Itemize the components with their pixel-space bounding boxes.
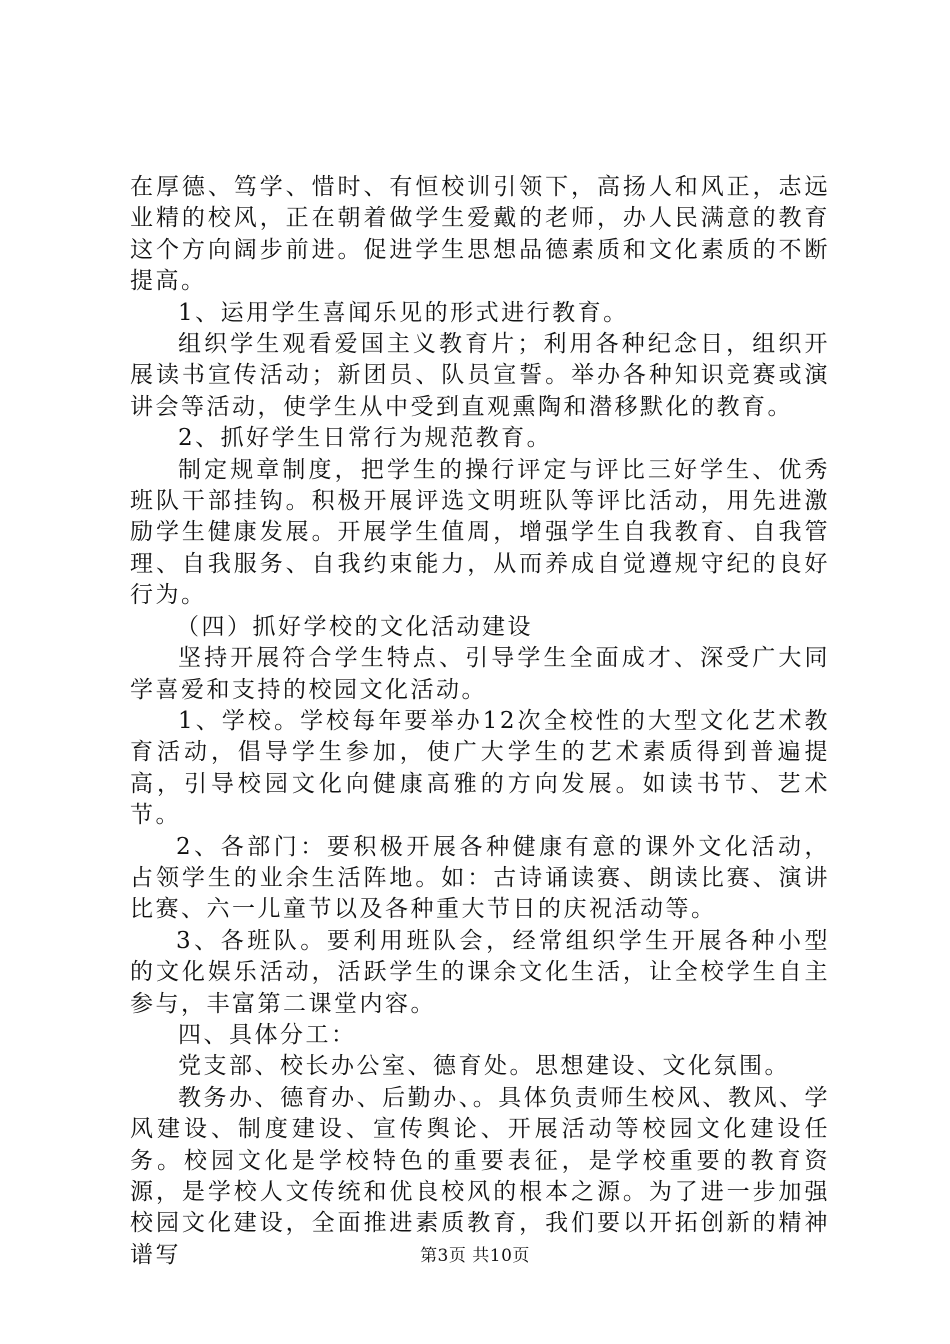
paragraph-division-heading: 四、具体分工：	[178, 1021, 357, 1048]
paragraph-item-3-classes: 3、各班队。要利用班队会，经常组织学生开展各种小型的文化娱乐活动，活跃学生的课余文化生活，让全校学生自主参与，丰富第二课堂内容。	[130, 927, 830, 1017]
paragraph-campus-culture: 坚持开展符合学生特点、引导学生全面成才、深受广大同学喜爱和支持的校园文化活动。	[130, 645, 830, 703]
page-number-footer: 第3页 共10页	[420, 1246, 530, 1266]
paragraph-rules-system: 制定规章制度，把学生的操行评定与评比三好学生、优秀班队干部挂钩。积极开展评选文明班队等评比活动，用先进激励学生健康发展。开展学生值周，增强学生自我教育、自我管理、自我服务、自我约束能力，从而养成自觉遵规守纪的良好行为。	[130, 456, 830, 609]
document-body	[130, 172, 830, 1271]
paragraph-party-branch: 党支部、校长办公室、德育处。思想建设、文化氛围。	[178, 1053, 790, 1080]
paragraph-heading-1-forms: 1、运用学生喜闻乐见的形式进行教育。	[178, 299, 629, 326]
paragraph-item-2-departments: 2、各部门：要积极开展各种健康有意的课外文化活动，占领学生的业余生活阵地。如：古诗诵读赛、朗读比赛、演讲比赛、六一儿童节以及各种重大节日的庆祝活动等。	[130, 833, 830, 923]
paragraph-patriotic-education: 组织学生观看爱国主义教育片；利用各种纪念日，组织开展读书宣传活动；新团员、队员宣誓。举办各种知识竞赛或演讲会等活动，使学生从中受到直观熏陶和潜移默化的教育。	[130, 331, 830, 420]
paragraph-heading-2-behavior: 2、抓好学生日常行为规范教育。	[178, 425, 553, 452]
paragraph-academic-office: 教务办、德育办、后勤办、。具体负责师生校风、教风、学风建设、制度建设、宣传舆论、开展活动等校园文化建设任务。校园文化是学校特色的重要表征，是学校重要的教育资源，是学校人文传统和优良校风的根本之源。为了进一步加强校园文化建设，全面推进素质教育，我们要以开拓创新的精神谱写	[130, 1084, 830, 1268]
paragraph-school-motto: 在厚德、笃学、惜时、有恒校训引领下，高扬人和风正，志远业精的校风，正在朝着做学生爱戴的老师，办人民满意的教育这个方向阔步前进。促进学生思想品德素质和文化素质的不断提高。	[130, 174, 830, 295]
paragraph-item-1-school: 1、学校。学校每年要举办12次全校性的大型文化艺术教育活动，倡导学生参加，使广大学生的艺术素质得到普遍提高，引导校园文化向健康高雅的方向发展。如读书节、艺术节。	[130, 707, 830, 829]
paragraph-section-4-heading: （四）抓好学校的文化活动建设	[176, 613, 533, 640]
